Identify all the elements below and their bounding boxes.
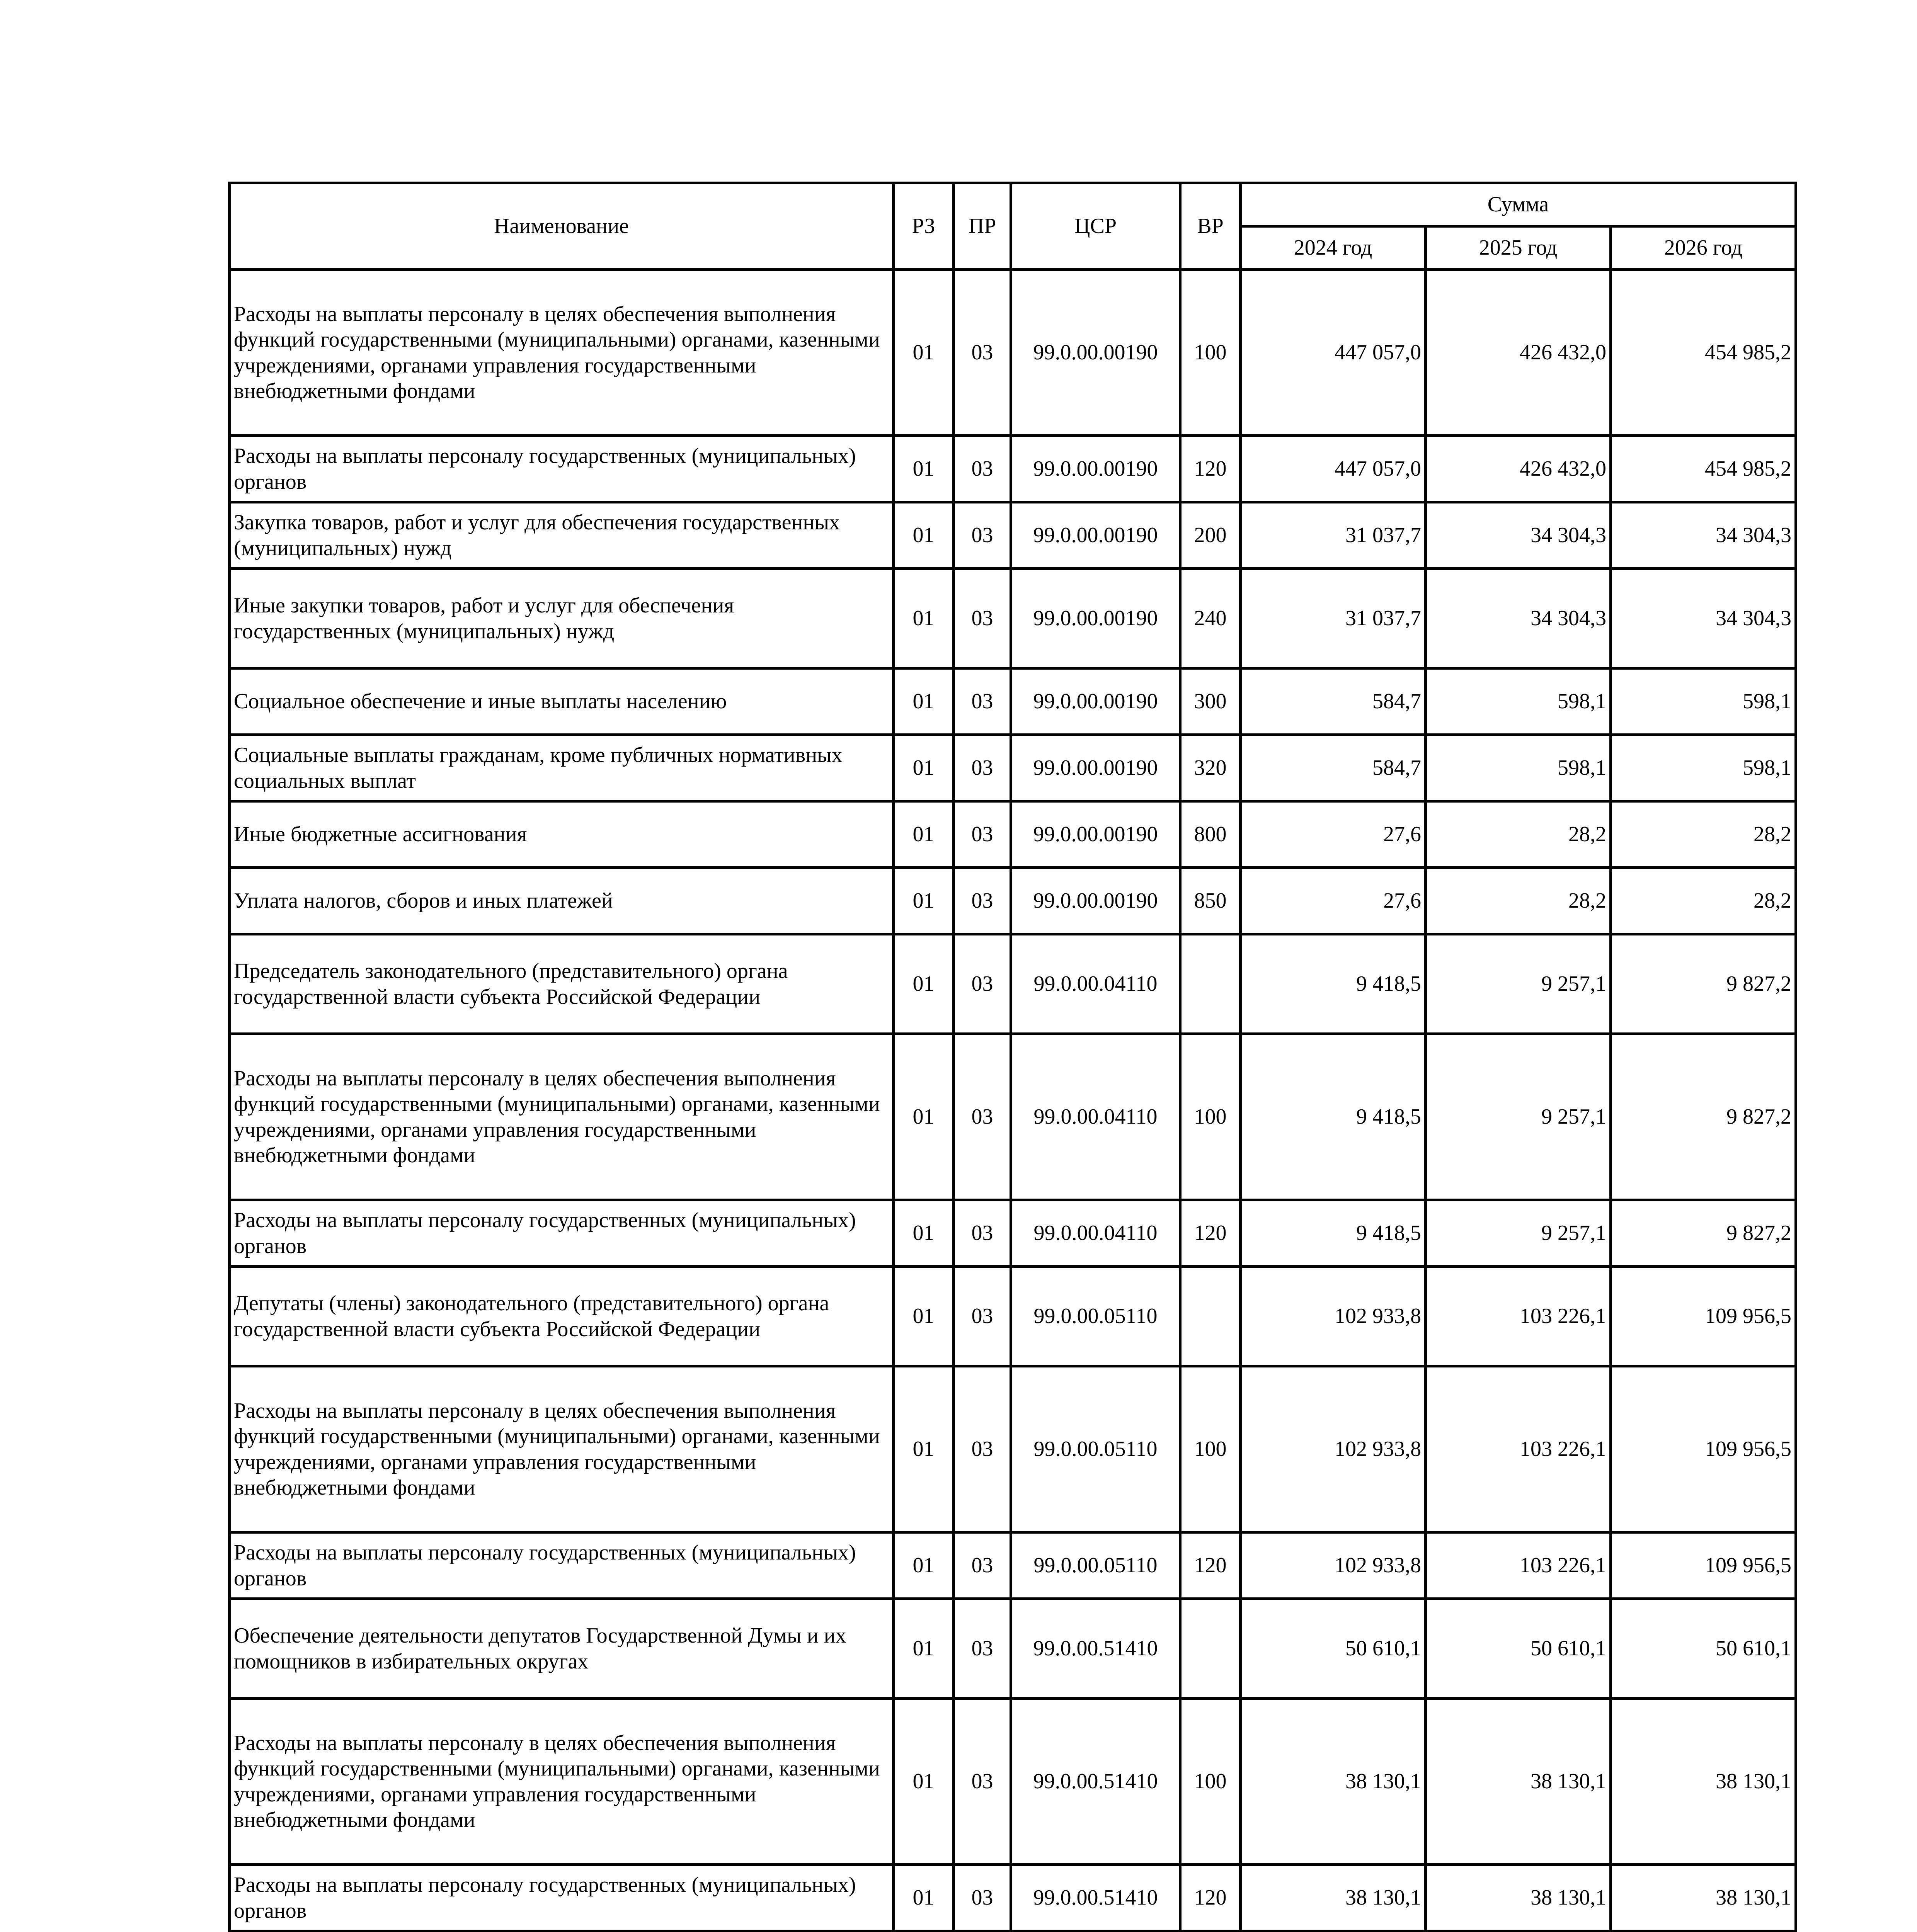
row-amount-2026: 109 956,5 (1611, 1366, 1796, 1532)
row-vr: 100 (1180, 1699, 1241, 1865)
row-csr: 99.0.00.00190 (1011, 569, 1180, 668)
row-amount-2024: 27,6 (1241, 801, 1426, 868)
row-pr: 03 (954, 436, 1011, 502)
row-pr: 03 (954, 801, 1011, 868)
row-rz: 01 (894, 1034, 954, 1200)
row-amount-2025: 103 226,1 (1426, 1366, 1611, 1532)
table-row (230, 436, 1796, 502)
row-vr: 200 (1180, 502, 1241, 569)
table-body (230, 270, 1796, 1932)
header-year-2024: 2024 год (1241, 226, 1426, 270)
table-row (230, 1200, 1796, 1267)
row-amount-2026: 9 827,2 (1611, 934, 1796, 1034)
row-amount-2025: 28,2 (1426, 801, 1611, 868)
row-name: Расходы на выплаты персоналу в целях обеспечения выполнения функций государственными (муниципальными) органами, казенными учреждениями, органами управления государственными внебюджетными фондами (230, 1034, 894, 1200)
row-amount-2025: 50 610,1 (1426, 1599, 1611, 1699)
row-name: Расходы на выплаты персоналу государственных (муниципальных) органов (230, 1865, 894, 1931)
row-rz: 01 (894, 668, 954, 735)
row-name: Расходы на выплаты персоналу государственных (муниципальных) органов (230, 1532, 894, 1599)
header-name: Наименование (230, 183, 894, 270)
row-amount-2024: 102 933,8 (1241, 1366, 1426, 1532)
row-csr: 99.0.00.00190 (1011, 735, 1180, 801)
table-row (230, 868, 1796, 934)
row-name: Депутаты (члены) законодательного (представительного) органа государственной власти субъекта Российской Федерации (230, 1267, 894, 1366)
row-csr: 99.0.00.00190 (1011, 436, 1180, 502)
row-name: Иные бюджетные ассигнования (230, 801, 894, 868)
row-csr: 99.0.00.00190 (1011, 270, 1180, 436)
header-pr: ПР (954, 183, 1011, 270)
row-amount-2025: 38 130,1 (1426, 1865, 1611, 1931)
row-rz: 01 (894, 1532, 954, 1599)
table-row (230, 569, 1796, 668)
row-vr: 100 (1180, 270, 1241, 436)
row-vr (1180, 1599, 1241, 1699)
table-row (230, 1034, 1796, 1200)
row-amount-2026: 9 827,2 (1611, 1034, 1796, 1200)
row-amount-2024: 9 418,5 (1241, 1034, 1426, 1200)
row-amount-2026: 109 956,5 (1611, 1532, 1796, 1599)
row-amount-2025: 28,2 (1426, 868, 1611, 934)
row-amount-2025: 9 257,1 (1426, 934, 1611, 1034)
row-rz: 01 (894, 735, 954, 801)
row-vr: 100 (1180, 1034, 1241, 1200)
header-csr: ЦСР (1011, 183, 1180, 270)
header-vr: ВР (1180, 183, 1241, 270)
row-pr: 03 (954, 934, 1011, 1034)
row-rz: 01 (894, 1699, 954, 1865)
table-row (230, 270, 1796, 436)
row-rz: 01 (894, 1366, 954, 1532)
row-pr: 03 (954, 502, 1011, 569)
row-amount-2025: 103 226,1 (1426, 1267, 1611, 1366)
row-rz: 01 (894, 1200, 954, 1267)
row-pr: 03 (954, 735, 1011, 801)
table-row (230, 502, 1796, 569)
row-amount-2025: 34 304,3 (1426, 569, 1611, 668)
row-csr: 99.0.00.51410 (1011, 1699, 1180, 1865)
row-name: Уплата налогов, сборов и иных платежей (230, 868, 894, 934)
row-vr: 240 (1180, 569, 1241, 668)
row-pr: 03 (954, 1366, 1011, 1532)
table-row (230, 735, 1796, 801)
row-csr: 99.0.00.04110 (1011, 1200, 1180, 1267)
row-amount-2025: 598,1 (1426, 668, 1611, 735)
row-csr: 99.0.00.00190 (1011, 502, 1180, 569)
table-row (230, 801, 1796, 868)
row-amount-2024: 102 933,8 (1241, 1532, 1426, 1599)
row-rz: 01 (894, 934, 954, 1034)
row-name: Председатель законодательного (представительного) органа государственной власти субъекта Российской Федерации (230, 934, 894, 1034)
row-vr: 120 (1180, 1200, 1241, 1267)
row-amount-2025: 9 257,1 (1426, 1034, 1611, 1200)
row-rz: 01 (894, 502, 954, 569)
row-vr: 120 (1180, 1532, 1241, 1599)
row-csr: 99.0.00.51410 (1011, 1865, 1180, 1931)
table-header (230, 183, 1796, 270)
table-row (230, 1532, 1796, 1599)
row-pr: 03 (954, 270, 1011, 436)
row-amount-2024: 9 418,5 (1241, 934, 1426, 1034)
row-amount-2026: 454 985,2 (1611, 270, 1796, 436)
row-pr: 03 (954, 1699, 1011, 1865)
row-rz: 01 (894, 1599, 954, 1699)
row-amount-2024: 50 610,1 (1241, 1599, 1426, 1699)
row-amount-2024: 9 418,5 (1241, 1200, 1426, 1267)
row-amount-2024: 31 037,7 (1241, 502, 1426, 569)
row-pr: 03 (954, 1599, 1011, 1699)
row-rz: 01 (894, 1267, 954, 1366)
row-pr: 03 (954, 1034, 1011, 1200)
row-amount-2024: 584,7 (1241, 735, 1426, 801)
row-name: Закупка товаров, работ и услуг для обеспечения государственных (муниципальных) нужд (230, 502, 894, 569)
row-rz: 01 (894, 569, 954, 668)
row-amount-2024: 38 130,1 (1241, 1865, 1426, 1931)
table-row (230, 1599, 1796, 1699)
row-amount-2024: 31 037,7 (1241, 569, 1426, 668)
row-amount-2025: 598,1 (1426, 735, 1611, 801)
row-pr: 03 (954, 868, 1011, 934)
row-amount-2026: 50 610,1 (1611, 1599, 1796, 1699)
header-year-2025: 2025 год (1426, 226, 1611, 270)
row-amount-2025: 34 304,3 (1426, 502, 1611, 569)
row-pr: 03 (954, 1267, 1011, 1366)
row-amount-2026: 598,1 (1611, 735, 1796, 801)
row-amount-2024: 447 057,0 (1241, 436, 1426, 502)
row-amount-2026: 38 130,1 (1611, 1865, 1796, 1931)
row-name: Расходы на выплаты персоналу в целях обеспечения выполнения функций государственными (муниципальными) органами, казенными учреждениями, органами управления государственными внебюджетными фондами (230, 270, 894, 436)
row-name: Расходы на выплаты персоналу в целях обеспечения выполнения функций государственными (муниципальными) органами, казенными учреждениями, органами управления государственными внебюджетными фондами (230, 1699, 894, 1865)
row-amount-2026: 109 956,5 (1611, 1267, 1796, 1366)
row-amount-2024: 447 057,0 (1241, 270, 1426, 436)
row-rz: 01 (894, 436, 954, 502)
row-amount-2025: 426 432,0 (1426, 270, 1611, 436)
row-rz: 01 (894, 1865, 954, 1931)
row-pr: 03 (954, 1200, 1011, 1267)
table-row (230, 1366, 1796, 1532)
row-csr: 99.0.00.04110 (1011, 934, 1180, 1034)
row-csr: 99.0.00.00190 (1011, 668, 1180, 735)
row-name: Обеспечение деятельности депутатов Государственной Думы и их помощников в избирательных округах (230, 1599, 894, 1699)
row-vr: 800 (1180, 801, 1241, 868)
header-sum: Сумма (1241, 183, 1796, 226)
row-amount-2024: 102 933,8 (1241, 1267, 1426, 1366)
row-pr: 03 (954, 1532, 1011, 1599)
row-amount-2024: 584,7 (1241, 668, 1426, 735)
header-year-2026: 2026 год (1611, 226, 1796, 270)
row-rz: 01 (894, 270, 954, 436)
row-pr: 03 (954, 569, 1011, 668)
row-vr: 850 (1180, 868, 1241, 934)
row-amount-2026: 38 130,1 (1611, 1699, 1796, 1865)
row-amount-2024: 27,6 (1241, 868, 1426, 934)
table-row (230, 1865, 1796, 1931)
row-amount-2026: 598,1 (1611, 668, 1796, 735)
row-pr: 03 (954, 1865, 1011, 1931)
budget-table (228, 182, 1797, 1932)
row-amount-2025: 38 130,1 (1426, 1699, 1611, 1865)
row-vr: 120 (1180, 436, 1241, 502)
row-name: Расходы на выплаты персоналу государственных (муниципальных) органов (230, 436, 894, 502)
row-vr: 300 (1180, 668, 1241, 735)
row-vr (1180, 934, 1241, 1034)
row-name: Расходы на выплаты персоналу государственных (муниципальных) органов (230, 1200, 894, 1267)
row-vr (1180, 1267, 1241, 1366)
table-row (230, 668, 1796, 735)
row-amount-2025: 9 257,1 (1426, 1200, 1611, 1267)
row-csr: 99.0.00.04110 (1011, 1034, 1180, 1200)
row-pr: 03 (954, 668, 1011, 735)
row-amount-2025: 103 226,1 (1426, 1532, 1611, 1599)
row-vr: 100 (1180, 1366, 1241, 1532)
row-amount-2024: 38 130,1 (1241, 1699, 1426, 1865)
table-row (230, 1699, 1796, 1865)
row-csr: 99.0.00.05110 (1011, 1366, 1180, 1532)
row-name: Социальное обеспечение и иные выплаты населению (230, 668, 894, 735)
header-rz: РЗ (894, 183, 954, 270)
row-csr: 99.0.00.00190 (1011, 801, 1180, 868)
row-csr: 99.0.00.51410 (1011, 1599, 1180, 1699)
row-csr: 99.0.00.00190 (1011, 868, 1180, 934)
table-row (230, 1267, 1796, 1366)
row-csr: 99.0.00.05110 (1011, 1532, 1180, 1599)
row-name: Расходы на выплаты персоналу в целях обеспечения выполнения функций государственными (муниципальными) органами, казенными учреждениями, органами управления государственными внебюджетными фондами (230, 1366, 894, 1532)
row-name: Иные закупки товаров, работ и услуг для обеспечения государственных (муниципальных) нужд (230, 569, 894, 668)
row-amount-2026: 34 304,3 (1611, 569, 1796, 668)
row-amount-2026: 9 827,2 (1611, 1200, 1796, 1267)
row-name: Социальные выплаты гражданам, кроме публичных нормативных социальных выплат (230, 735, 894, 801)
row-rz: 01 (894, 868, 954, 934)
table-row (230, 934, 1796, 1034)
row-vr: 320 (1180, 735, 1241, 801)
row-csr: 99.0.00.05110 (1011, 1267, 1180, 1366)
row-amount-2026: 28,2 (1611, 801, 1796, 868)
row-amount-2026: 34 304,3 (1611, 502, 1796, 569)
row-rz: 01 (894, 801, 954, 868)
row-amount-2026: 454 985,2 (1611, 436, 1796, 502)
row-amount-2026: 28,2 (1611, 868, 1796, 934)
row-vr: 120 (1180, 1865, 1241, 1931)
row-amount-2025: 426 432,0 (1426, 436, 1611, 502)
